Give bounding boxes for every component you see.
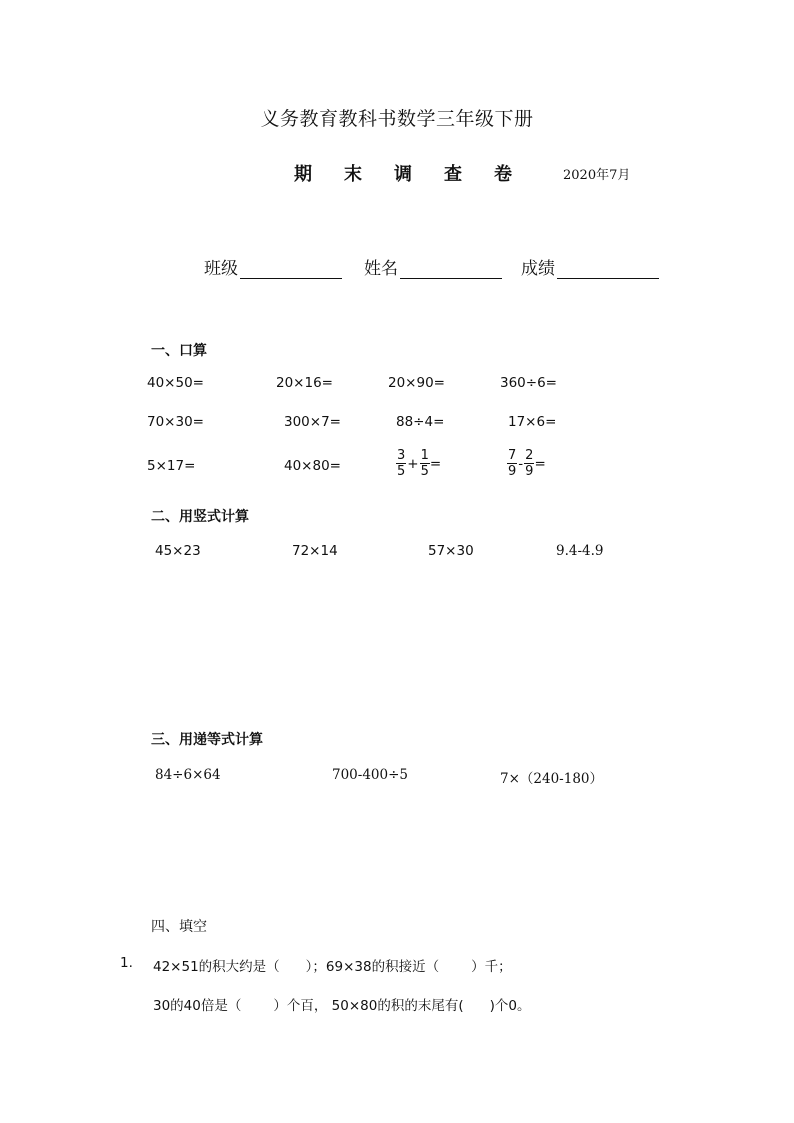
numerator: 1 xyxy=(420,448,429,463)
question-number: 1. xyxy=(120,955,133,971)
operator: - xyxy=(518,455,524,472)
oral-item: 40×80= xyxy=(284,458,341,474)
score-field[interactable] xyxy=(521,254,659,279)
fraction xyxy=(396,448,406,479)
numerator: 3 xyxy=(397,448,406,463)
fill-question-line2 xyxy=(153,994,530,1014)
score-label: 成绩 xyxy=(521,259,555,279)
question-text: )个0。 xyxy=(489,998,531,1014)
step-calc-item: 7×（240-180） xyxy=(500,771,603,787)
denominator: 9 xyxy=(525,464,534,479)
numerator: 2 xyxy=(525,448,534,463)
class-label: 班级 xyxy=(204,259,238,279)
oral-item: 20×16= xyxy=(276,375,333,391)
name-field[interactable] xyxy=(364,254,502,279)
oral-item: 5×17= xyxy=(147,458,196,474)
section4-title: 四、填空 xyxy=(151,919,207,935)
denominator: 5 xyxy=(420,464,429,479)
exam-date: 2020年7月 xyxy=(563,168,631,183)
equals-sign: = xyxy=(534,455,546,472)
oral-item: 20×90= xyxy=(388,375,445,391)
denominator: 9 xyxy=(508,464,517,479)
question-text: 30的40倍是（ xyxy=(153,998,242,1014)
fraction xyxy=(420,448,430,479)
question-text: ）；69×38的积接近（ xyxy=(305,959,440,975)
score-blank[interactable] xyxy=(557,260,659,279)
fraction xyxy=(507,448,517,479)
oral-item: 40×50= xyxy=(147,375,204,391)
numerator: 7 xyxy=(508,448,517,463)
step-calc-item: 700-400÷5 xyxy=(332,767,408,783)
vertical-calc-item: 57×30 xyxy=(428,543,474,559)
oral-item: 17×6= xyxy=(508,414,557,430)
fraction xyxy=(524,448,534,479)
oral-item: 300×7= xyxy=(284,414,341,430)
oral-item: 88÷4= xyxy=(396,414,445,430)
name-label: 姓名 xyxy=(364,259,398,279)
oral-item: 70×30= xyxy=(147,414,204,430)
name-blank[interactable] xyxy=(400,260,502,279)
vertical-calc-item: 45×23 xyxy=(155,543,201,559)
fraction-expression-1 xyxy=(396,448,441,479)
fraction-expression-2 xyxy=(507,448,546,479)
section1-title: 一、口算 xyxy=(151,343,207,359)
denominator: 5 xyxy=(397,464,406,479)
section3-title: 三、用递等式计算 xyxy=(151,732,263,748)
class-field[interactable] xyxy=(204,254,342,279)
question-text: ）个百， 50×80的积的末尾有( xyxy=(273,998,464,1014)
oral-item: 360÷6= xyxy=(500,375,557,391)
step-calc-item: 84÷6×64 xyxy=(155,767,221,783)
vertical-calc-item: 72×14 xyxy=(292,543,338,559)
exam-subtitle: 期末调查卷 xyxy=(294,164,544,185)
equals-sign: = xyxy=(429,455,442,472)
exam-title: 义务教育教科书数学三年级下册 xyxy=(260,108,534,130)
question-text: 42×51的积大约是（ xyxy=(153,959,280,975)
class-blank[interactable] xyxy=(240,260,342,279)
fill-question-line1 xyxy=(153,955,512,975)
section2-title: 二、用竖式计算 xyxy=(151,509,249,525)
operator: + xyxy=(407,455,419,472)
question-text: ）千； xyxy=(471,959,512,975)
vertical-calc-item: 9.4-4.9 xyxy=(556,543,604,559)
